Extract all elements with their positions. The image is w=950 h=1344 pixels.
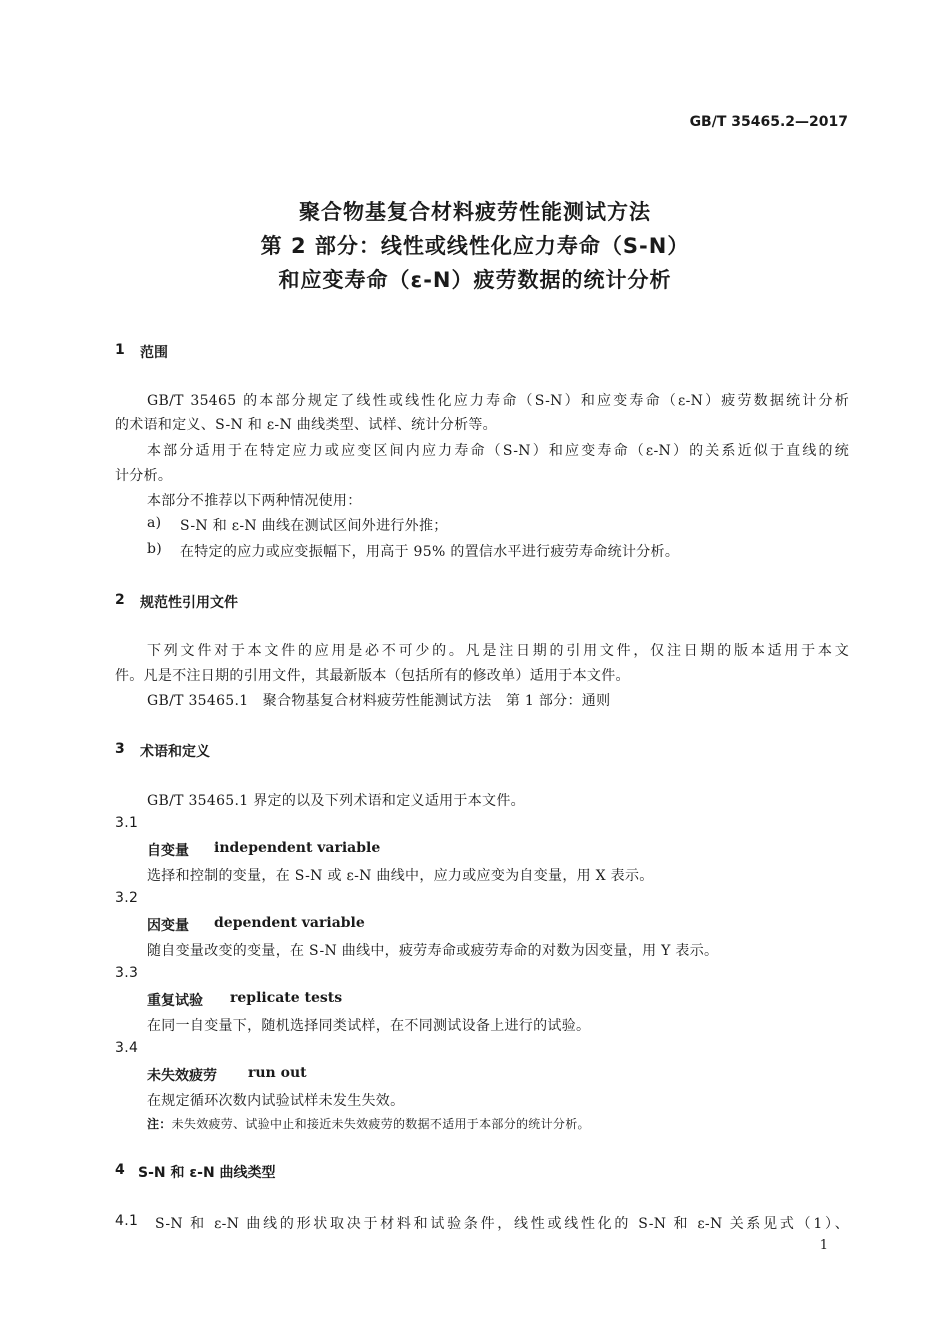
standard-code: GB/T 35465.2—2017 xyxy=(689,114,848,130)
section-2-paragraph-line-2: 件。凡是不注日期的引用文件，其最新版本（包括所有的修改单）适用于本文件。 xyxy=(115,668,630,684)
section-4-number: 4 xyxy=(115,1162,125,1178)
term-number: 3.4 xyxy=(115,1040,139,1056)
document-title-line-3: 和应变寿命（ε-N）疲劳数据的统计分析 xyxy=(278,268,672,292)
list-item-b-label: b) xyxy=(147,541,163,557)
note-label: 注： xyxy=(147,1117,172,1131)
term-chinese: 因变量 xyxy=(147,918,189,934)
section-2-paragraph-line-1: 下列文件对于本文件的应用是必不可少的。凡是注日期的引用文件，仅注日期的版本适用于本文 xyxy=(147,643,849,659)
term-number: 3.3 xyxy=(115,965,139,981)
section-2-number: 2 xyxy=(115,592,125,608)
term-chinese: 自变量 xyxy=(147,843,189,859)
section-1-paragraph-1-line-1: GB/T 35465 的本部分规定了线性或线性化应力寿命（S-N）和应变寿命（ε-N）疲劳数据统计分析 xyxy=(147,393,849,409)
section-3-title: 术语和定义 xyxy=(140,744,210,760)
section-1-paragraph-2-line-1: 本部分适用于在特定应力或应变区间内应力寿命（S-N）和应变寿命（ε-N）的关系近似于直线的统 xyxy=(147,443,849,459)
section-1-paragraph-2-line-2: 计分析。 xyxy=(115,468,173,484)
section-4-title: S-N 和 ε-N 曲线类型 xyxy=(138,1165,276,1181)
section-1-number: 1 xyxy=(115,342,125,358)
section-1-paragraph-3: 本部分不推荐以下两种情况使用： xyxy=(147,493,362,509)
term-number: 3.2 xyxy=(115,890,139,906)
document-title-line-1: 聚合物基复合材料疲劳性能测试方法 xyxy=(299,200,651,224)
section-2-title: 规范性引用文件 xyxy=(140,595,238,611)
normative-reference: GB/T 35465.1 聚合物基复合材料疲劳性能测试方法 第 1 部分：通则 xyxy=(147,693,611,709)
term-english: dependent variable xyxy=(214,915,365,931)
note xyxy=(147,1115,590,1132)
term-definition: 随自变量改变的变量，在 S-N 曲线中，疲劳寿命或疲劳寿命的对数为因变量，用 Y 表示。 xyxy=(147,943,719,959)
term-number: 3.1 xyxy=(115,815,139,831)
term-english: run out xyxy=(248,1065,307,1081)
term-chinese: 未失效疲劳 xyxy=(147,1068,217,1084)
document-title-line-2: 第 2 部分：线性或线性化应力寿命（S-N） xyxy=(260,234,690,258)
subsection-4-1-number: 4.1 xyxy=(115,1213,139,1229)
list-item-a-text: S-N 和 ε-N 曲线在测试区间外进行外推； xyxy=(180,518,448,534)
page-number: 1 xyxy=(819,1238,828,1253)
term-definition: 在同一自变量下，随机选择同类试样，在不同测试设备上进行的试验。 xyxy=(147,1018,591,1034)
term-definition: 选择和控制的变量，在 S-N 或 ε-N 曲线中，应力或应变为自变量，用 X 表示。 xyxy=(147,868,654,884)
section-1-paragraph-1-line-2: 的术语和定义、S-N 和 ε-N 曲线类型、试样、统计分析等。 xyxy=(115,417,497,433)
subsection-4-1-text: S-N 和 ε-N 曲线的形状取决于材料和试验条件，线性或线性化的 S-N 和 ε-N 关系见式（1）、 xyxy=(155,1216,849,1232)
list-item-a-label: a) xyxy=(147,515,162,531)
term-chinese: 重复试验 xyxy=(147,993,203,1009)
section-1-title: 范围 xyxy=(140,345,168,361)
term-definition: 在规定循环次数内试验试样未发生失效。 xyxy=(147,1093,405,1109)
note-text: 未失效疲劳、试验中止和接近未失效疲劳的数据不适用于本部分的统计分析。 xyxy=(171,1117,590,1131)
list-item-b-text: 在特定的应力或应变振幅下，用高于 95% 的置信水平进行疲劳寿命统计分析。 xyxy=(180,544,680,560)
section-3-intro: GB/T 35465.1 界定的以及下列术语和定义适用于本文件。 xyxy=(147,793,525,809)
term-english: independent variable xyxy=(214,840,381,856)
term-english: replicate tests xyxy=(230,990,343,1006)
section-3-number: 3 xyxy=(115,741,125,757)
